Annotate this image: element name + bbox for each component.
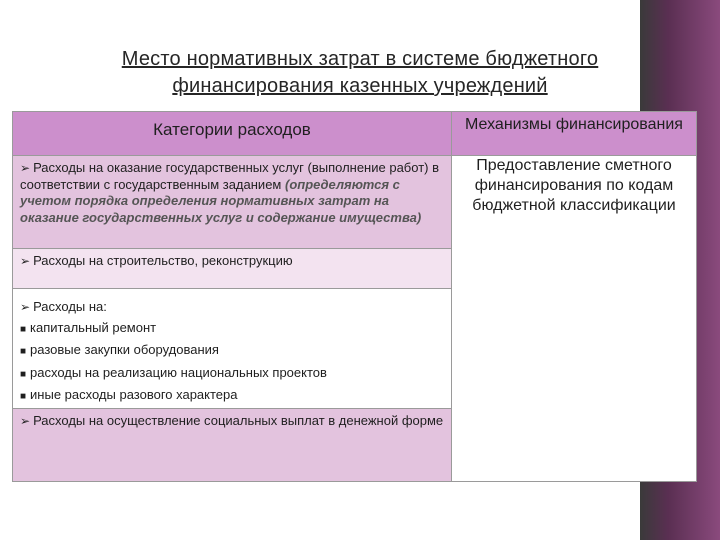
table-header-row: [13, 112, 697, 156]
cell-services: [13, 156, 452, 249]
list-item: разовые закупки оборудования: [30, 342, 219, 357]
table-row-services: [13, 156, 697, 249]
arrow-bullet-icon: ➢: [20, 161, 31, 175]
cell-one-time: [13, 289, 452, 409]
title-line-1: Место нормативных затрат в системе бюджетного: [121, 48, 599, 70]
construction-text: Расходы на строительство, реконструкцию: [33, 253, 293, 268]
square-bullet-icon: ■: [20, 368, 27, 380]
expense-table: [12, 111, 697, 482]
list-item: иные расходы разового характера: [30, 387, 238, 402]
arrow-bullet-icon: ➢: [20, 254, 31, 268]
title-line-2: финансирования казенных учреждений: [172, 75, 548, 97]
services-emphasis: (определяются с учетом порядка определения нормативных затрат на оказание государственных услуг и содержание имущества): [20, 176, 422, 225]
cell-mechanism: [452, 156, 697, 482]
arrow-bullet-icon: ➢: [20, 414, 31, 428]
header-cell-mechanisms: [452, 112, 697, 156]
list-item: капитальный ремонт: [30, 319, 157, 335]
services-text: Расходы на оказание государственных услуг (выполнение работ) в соответствии с государственным заданием: [20, 160, 439, 192]
one-time-intro: Расходы на:: [33, 299, 107, 314]
list-item: расходы на реализацию национальных проектов: [30, 364, 327, 380]
square-bullet-icon: ■: [20, 346, 27, 357]
mechanism-text: Предоставление сметного финансирования по кодам бюджетной классификации: [472, 157, 676, 214]
square-bullet-icon: ■: [20, 391, 27, 402]
social-text: Расходы на осуществление социальных выплат в денежной форме: [33, 413, 444, 428]
cell-construction: [13, 249, 452, 289]
cell-social: [13, 409, 452, 482]
slide-title: [30, 46, 690, 100]
arrow-bullet-icon: ➢: [20, 300, 31, 314]
header-mechanisms-label: Механизмы финансирования: [465, 116, 683, 133]
header-categories-label: Категории расходов: [153, 120, 311, 139]
square-bullet-icon: ■: [20, 323, 27, 335]
header-cell-categories: [13, 112, 452, 156]
